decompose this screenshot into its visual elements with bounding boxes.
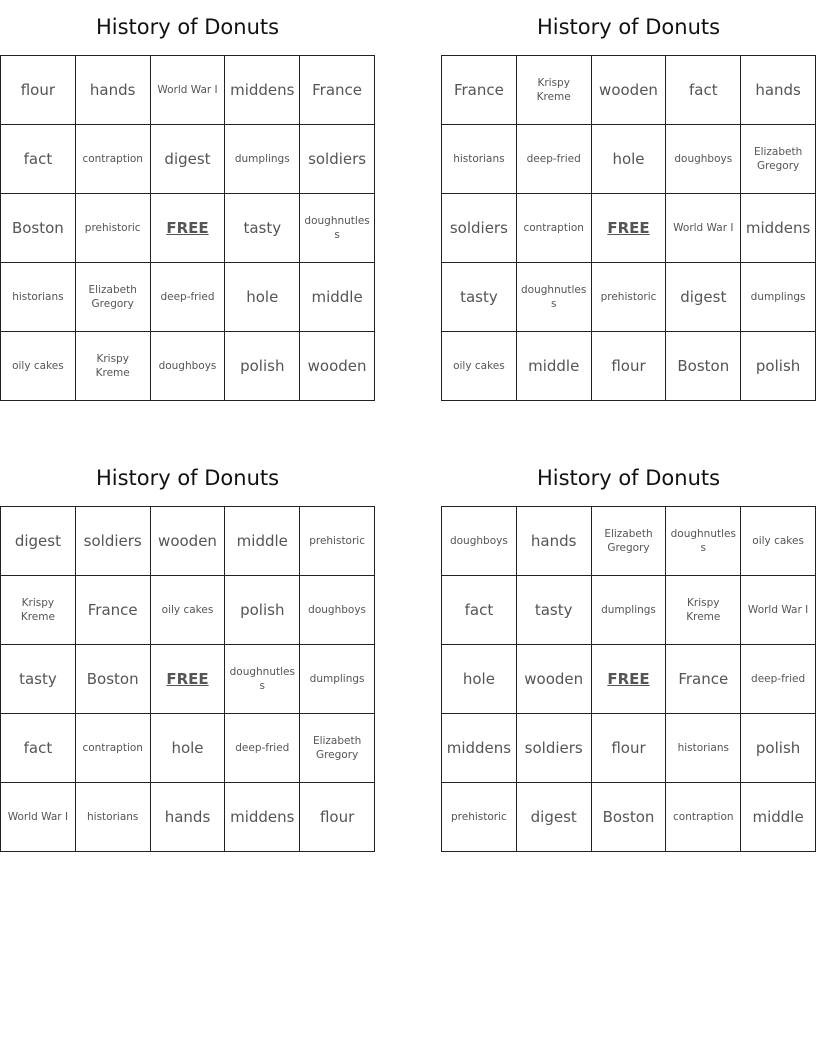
- bingo-cell: digest: [516, 783, 591, 852]
- bingo-cell: contraption: [75, 125, 150, 194]
- bingo-cell: dumplings: [741, 263, 816, 332]
- bingo-cell: wooden: [300, 332, 375, 401]
- grid-row: [1, 194, 375, 263]
- bingo-card-1: [0, 12, 375, 401]
- bingo-cell: France: [442, 56, 517, 125]
- bingo-cell: France: [666, 645, 741, 714]
- bingo-cell: Elizabeth Gregory: [300, 714, 375, 783]
- free-space: FREE: [150, 645, 225, 714]
- free-space: FREE: [150, 194, 225, 263]
- bingo-cell: historians: [442, 125, 517, 194]
- grid-row: [1, 783, 375, 852]
- bingo-cell: middens: [741, 194, 816, 263]
- grid-row: [1, 56, 375, 125]
- bingo-cell: tasty: [516, 576, 591, 645]
- bingo-cell: hands: [150, 783, 225, 852]
- bingo-cell: polish: [225, 332, 300, 401]
- bingo-grid: [0, 506, 375, 852]
- bingo-cell: Elizabeth Gregory: [741, 125, 816, 194]
- bingo-cell: historians: [75, 783, 150, 852]
- grid-row: [442, 332, 816, 401]
- bingo-cell: tasty: [442, 263, 517, 332]
- bingo-cell: dumplings: [300, 645, 375, 714]
- bingo-cell: dumplings: [591, 576, 666, 645]
- bingo-cell: digest: [150, 125, 225, 194]
- bingo-cell: dumplings: [225, 125, 300, 194]
- bingo-cell: wooden: [591, 56, 666, 125]
- grid-row: [442, 645, 816, 714]
- bingo-cell: middle: [225, 507, 300, 576]
- bingo-cell: doughboys: [300, 576, 375, 645]
- grid-row: [442, 56, 816, 125]
- grid-row: [1, 507, 375, 576]
- bingo-cell: prehistoric: [75, 194, 150, 263]
- bingo-cell: soldiers: [75, 507, 150, 576]
- bingo-cell: flour: [591, 332, 666, 401]
- bingo-cell: fact: [1, 714, 76, 783]
- grid-row: [442, 783, 816, 852]
- bingo-cell: Boston: [75, 645, 150, 714]
- grid-row: [1, 263, 375, 332]
- bingo-cell: deep-fried: [516, 125, 591, 194]
- bingo-cell: Krispy Kreme: [516, 56, 591, 125]
- card-title: History of Donuts: [95, 15, 280, 39]
- bingo-cell: hole: [591, 125, 666, 194]
- bingo-cell: doughnutless: [666, 507, 741, 576]
- bingo-cell: middens: [225, 783, 300, 852]
- card-title: History of Donuts: [95, 466, 280, 490]
- grid-row: [442, 507, 816, 576]
- bingo-cell: contraption: [666, 783, 741, 852]
- grid-row: [1, 576, 375, 645]
- bingo-cell: polish: [741, 714, 816, 783]
- bingo-cell: doughboys: [666, 125, 741, 194]
- bingo-cell: hands: [741, 56, 816, 125]
- bingo-cell: Boston: [666, 332, 741, 401]
- card-title: History of Donuts: [536, 466, 721, 490]
- bingo-cell: contraption: [516, 194, 591, 263]
- bingo-cell: middle: [300, 263, 375, 332]
- bingo-cell: oily cakes: [1, 332, 76, 401]
- bingo-cell: France: [300, 56, 375, 125]
- bingo-card-3: [0, 463, 375, 852]
- bingo-cell: soldiers: [516, 714, 591, 783]
- grid-row: [1, 125, 375, 194]
- bingo-cell: soldiers: [300, 125, 375, 194]
- bingo-cell: World War I: [741, 576, 816, 645]
- bingo-grid: [441, 55, 816, 401]
- bingo-cell: fact: [1, 125, 76, 194]
- bingo-cell: oily cakes: [741, 507, 816, 576]
- bingo-cell: doughnutless: [300, 194, 375, 263]
- bingo-cell: prehistoric: [300, 507, 375, 576]
- bingo-cell: Boston: [1, 194, 76, 263]
- bingo-cell: tasty: [225, 194, 300, 263]
- bingo-cell: Boston: [591, 783, 666, 852]
- bingo-cell: France: [75, 576, 150, 645]
- grid-row: [442, 263, 816, 332]
- bingo-cell: fact: [666, 56, 741, 125]
- bingo-cell: doughboys: [442, 507, 517, 576]
- bingo-cell: deep-fried: [225, 714, 300, 783]
- bingo-cell: historians: [666, 714, 741, 783]
- bingo-cell: soldiers: [442, 194, 517, 263]
- bingo-cell: middle: [741, 783, 816, 852]
- bingo-cell: World War I: [150, 56, 225, 125]
- bingo-cell: wooden: [516, 645, 591, 714]
- bingo-cell: doughnutless: [516, 263, 591, 332]
- bingo-cell: hole: [150, 714, 225, 783]
- bingo-cell: Krispy Kreme: [1, 576, 76, 645]
- bingo-cell: doughboys: [150, 332, 225, 401]
- bingo-cell: middens: [442, 714, 517, 783]
- bingo-cell: digest: [1, 507, 76, 576]
- grid-row: [442, 576, 816, 645]
- bingo-cell: hands: [75, 56, 150, 125]
- free-space: FREE: [591, 194, 666, 263]
- bingo-cell: polish: [741, 332, 816, 401]
- bingo-cell: middle: [516, 332, 591, 401]
- bingo-cell: prehistoric: [591, 263, 666, 332]
- bingo-cell: deep-fried: [741, 645, 816, 714]
- bingo-cell: Krispy Kreme: [666, 576, 741, 645]
- bingo-cell: doughnutless: [225, 645, 300, 714]
- free-space: FREE: [591, 645, 666, 714]
- bingo-cell: tasty: [1, 645, 76, 714]
- bingo-cell: digest: [666, 263, 741, 332]
- bingo-cell: contraption: [75, 714, 150, 783]
- bingo-cell: World War I: [666, 194, 741, 263]
- grid-row: [442, 194, 816, 263]
- bingo-cell: oily cakes: [442, 332, 517, 401]
- bingo-cell: hole: [225, 263, 300, 332]
- bingo-card-2: [441, 12, 816, 401]
- bingo-cell: World War I: [1, 783, 76, 852]
- bingo-grid: [0, 55, 375, 401]
- grid-row: [1, 645, 375, 714]
- grid-row: [1, 714, 375, 783]
- bingo-cell: flour: [300, 783, 375, 852]
- grid-row: [1, 332, 375, 401]
- grid-row: [442, 714, 816, 783]
- bingo-cell: deep-fried: [150, 263, 225, 332]
- bingo-cell: flour: [1, 56, 76, 125]
- bingo-cell: hole: [442, 645, 517, 714]
- bingo-cell: wooden: [150, 507, 225, 576]
- bingo-cell: Elizabeth Gregory: [591, 507, 666, 576]
- bingo-cell: oily cakes: [150, 576, 225, 645]
- bingo-grid: [441, 506, 816, 852]
- bingo-cell: prehistoric: [442, 783, 517, 852]
- bingo-card-4: [441, 463, 816, 852]
- card-title: History of Donuts: [536, 15, 721, 39]
- bingo-cell: Elizabeth Gregory: [75, 263, 150, 332]
- bingo-cell: historians: [1, 263, 76, 332]
- bingo-cell: polish: [225, 576, 300, 645]
- bingo-cell: Krispy Kreme: [75, 332, 150, 401]
- grid-row: [442, 125, 816, 194]
- bingo-cell: fact: [442, 576, 517, 645]
- bingo-cell: hands: [516, 507, 591, 576]
- bingo-cell: flour: [591, 714, 666, 783]
- bingo-cell: middens: [225, 56, 300, 125]
